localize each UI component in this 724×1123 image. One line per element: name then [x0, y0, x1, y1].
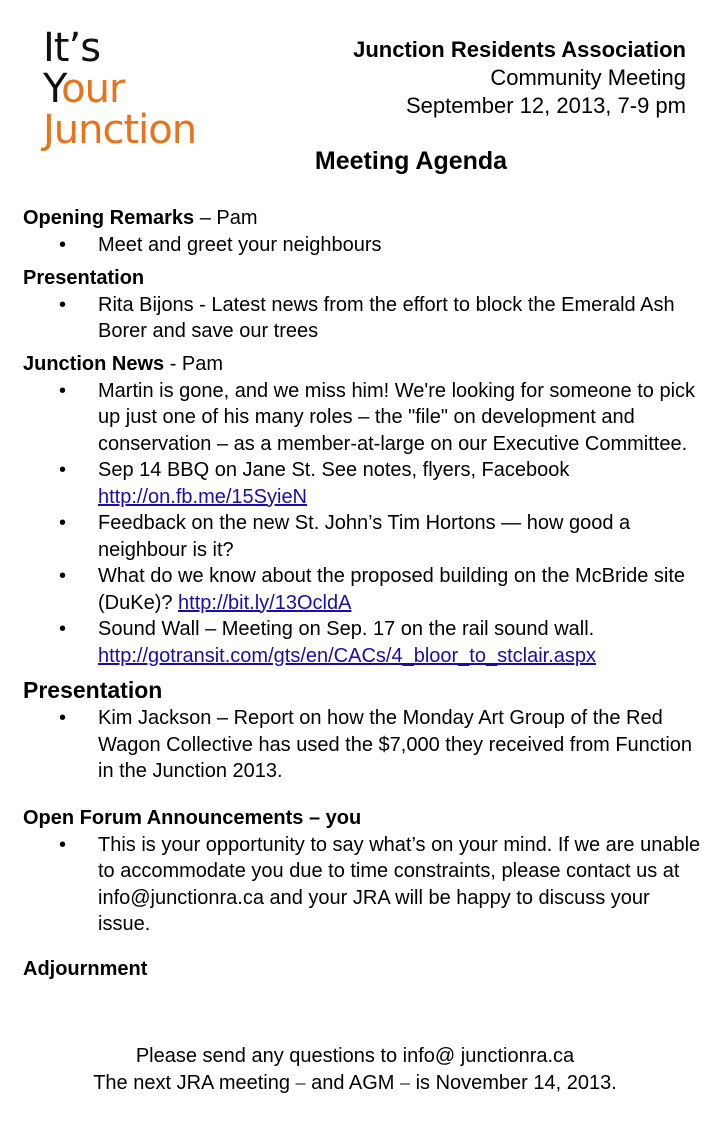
- bullet-icon: •: [59, 379, 67, 402]
- item-list: [23, 378, 703, 670]
- facebook-link[interactable]: http://on.fb.me/15SyieN: [98, 485, 308, 508]
- event-name: Community Meeting: [490, 65, 686, 90]
- item-text: Martin is gone, and we miss him! We're looking for someone to pick up just one of his many roles – the "file" on development and conservation – as a member-at-large on our Executive Committee.: [98, 379, 696, 455]
- bullet-icon: •: [59, 833, 67, 856]
- footer-next-meeting: The next JRA meeting ⎯ and AGM ⎯ is November 14, 2013.: [93, 1072, 617, 1094]
- footer-contact: Please send any questions to info@ junctionra.ca: [135, 1045, 575, 1067]
- item-text: Kim Jackson – Report on how the Monday Art Group of the Red Wagon Collective has used the $7,000 they received from Function in the Junction 2013.: [98, 707, 693, 782]
- section-title: Open Forum Announcements – you: [23, 806, 362, 829]
- item-text: Meet and greet your neighbours: [98, 234, 382, 256]
- section-adjournment: [23, 956, 703, 983]
- bullet-icon: •: [59, 234, 67, 256]
- section-title: Presentation: [23, 677, 163, 703]
- bullet-icon: •: [59, 565, 67, 587]
- item-list: [23, 292, 703, 345]
- gotransit-link[interactable]: http://gotransit.com/gts/en/CACs/4_bloor_to_stclair.aspx: [98, 644, 597, 667]
- bullet-icon: •: [59, 707, 67, 729]
- logo-line-3: Junction: [43, 107, 197, 153]
- section-presentation-2: [23, 675, 703, 785]
- list-item: [23, 292, 703, 345]
- list-item: [23, 705, 703, 785]
- section-heading: [23, 675, 703, 705]
- section-title: Presentation: [23, 266, 145, 289]
- bullet-icon: •: [59, 293, 67, 316]
- page-title: Meeting Agenda: [314, 147, 508, 175]
- logo-line-2-rest: our: [61, 66, 125, 112]
- section-presenter: - Pam: [164, 352, 224, 375]
- logo-line-1: It’s: [43, 25, 101, 71]
- section-title: Junction News: [23, 352, 165, 375]
- section-heading: [23, 956, 703, 983]
- section-heading: [23, 805, 703, 832]
- item-text: Rita Bijons - Latest news from the effort to block the Emerald Ash Borer and save our trees: [98, 293, 675, 342]
- list-item: [23, 563, 703, 616]
- item-text: Sound Wall – Meeting on Sep. 17 on the rail sound wall.: [98, 618, 595, 640]
- footer: [0, 1043, 710, 1097]
- mcbride-link[interactable]: http://bit.ly/13OcldA: [178, 591, 352, 614]
- section-presentation-1: [23, 265, 703, 345]
- bullet-icon: •: [59, 512, 67, 534]
- item-list: [23, 705, 703, 785]
- logo-line-2-cap: Y: [43, 66, 62, 112]
- section-title: Opening Remarks: [23, 207, 195, 229]
- logo-line-2: [43, 66, 196, 112]
- org-name: Junction Residents Association: [353, 37, 686, 62]
- list-item: [23, 378, 703, 458]
- item-text: Sep 14 BBQ on Jane St. See notes, flyers, Facebook: [98, 459, 570, 481]
- section-opening: [23, 205, 703, 259]
- section-heading: [23, 265, 703, 292]
- item-list: [23, 832, 703, 938]
- list-item: [23, 232, 703, 259]
- section-title: Adjournment: [23, 957, 148, 980]
- section-heading: [23, 351, 703, 378]
- bullet-icon: •: [59, 459, 67, 481]
- item-text: Feedback on the new St. John’s Tim Hortons — how good a neighbour is it?: [98, 512, 631, 561]
- list-item: [23, 510, 703, 563]
- section-junction-news: [23, 351, 703, 670]
- list-item: [23, 457, 703, 510]
- agenda-body: [23, 205, 703, 983]
- event-date: September 12, 2013, 7-9 pm: [405, 93, 686, 118]
- meeting-header: [353, 36, 686, 120]
- logo: [43, 25, 197, 153]
- bullet-icon: •: [59, 618, 67, 640]
- section-open-forum: [23, 805, 703, 938]
- list-item: [23, 832, 703, 938]
- list-item: [23, 616, 703, 669]
- section-heading: [23, 205, 703, 232]
- item-list: [23, 232, 703, 259]
- section-presenter: – Pam: [194, 207, 258, 229]
- item-text: What do we know about the proposed building on the McBride site (DuKe)?: [98, 565, 686, 614]
- item-text: This is your opportunity to say what’s on your mind. If we are unable to accommodate you due to time constraints, please contact us at info@junctionra.ca and your JRA will be happy to discuss your issue.: [98, 833, 701, 935]
